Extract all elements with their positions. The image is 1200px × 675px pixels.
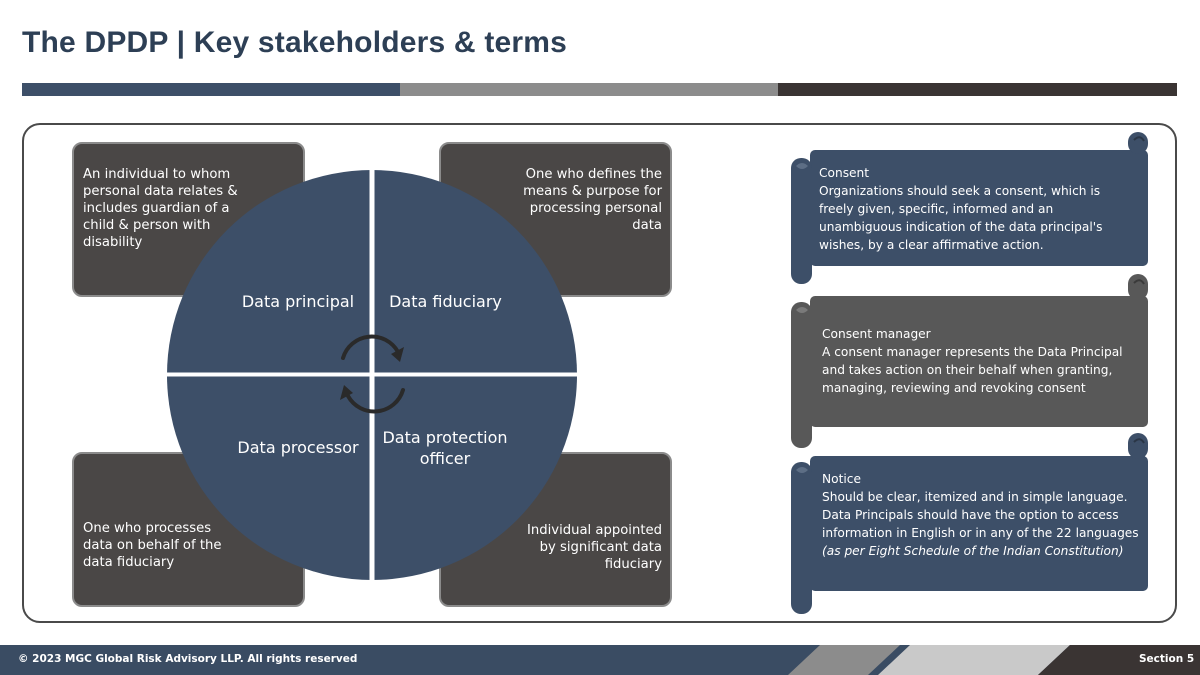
quadrant-label-dpo: Data protection officer bbox=[382, 428, 508, 468]
processor-description: One who processes data on behalf of the data fiduciary bbox=[83, 521, 222, 570]
notice-body-main: Should be clear, itemized and in simple language. Data Principals should have the option to access information in English or in any of the 22 languages bbox=[822, 490, 1139, 540]
consent-body: Organizations should seek a consent, which is freely given, specific, informed and an unambiguous indication of the data principal's wishes, by a clear affirmative action. bbox=[819, 184, 1103, 252]
notice-body-italic: (as per Eight Schedule of the Indian Constitution) bbox=[822, 544, 1124, 558]
footer-section: Section 5 bbox=[1139, 653, 1195, 665]
fiduciary-description: One who defines the means & purpose for processing personal data bbox=[523, 167, 662, 233]
principal-description: An individual to whom personal data relates & includes guardian of a child & person with disability bbox=[83, 167, 238, 250]
quadrant-label-fiduciary: Data fiduciary bbox=[389, 292, 502, 311]
notice-heading: Notice bbox=[822, 472, 861, 486]
quadrant-label-processor: Data processor bbox=[237, 438, 359, 457]
page-title: The DPDP | Key stakeholders & terms bbox=[22, 26, 568, 59]
footer-copyright: © 2023 MGC Global Risk Advisory LLP. All rights reserved bbox=[18, 653, 358, 665]
dpo-description: Individual appointed by significant data fiduciary bbox=[527, 523, 662, 572]
quadrant-label-principal: Data principal bbox=[241, 292, 355, 311]
consent-manager-heading: Consent manager bbox=[822, 327, 931, 341]
consent-heading: Consent bbox=[819, 166, 870, 180]
consent-manager-body: A consent manager represents the Data Principal and takes action on their behalf when granting, managing, reviewing and revoking consent bbox=[822, 345, 1123, 395]
